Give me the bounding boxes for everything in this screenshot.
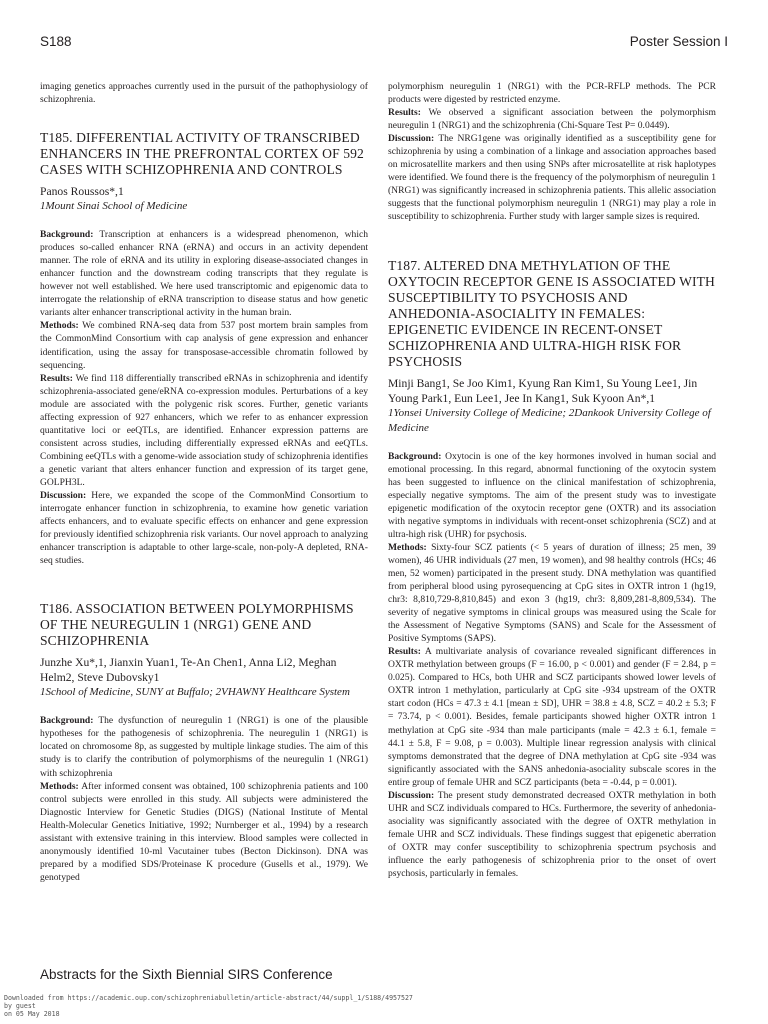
t185-discussion (40, 489, 368, 567)
discussion-text: Here, we expanded the scope of the CommonMind Consortium to interrogate enhancer function in schizophrenia, to examine how genetic variation affects enhancers, and to evaluate specific effects on enhancer and gene expression for previously identified schizophrenia risk variants. Our novel approach to analyzing enhancer transcription is adaptable to other large-scale, non-poly-A depleted, RNA-seq studies. (40, 490, 368, 567)
background-text: The dysfunction of neuregulin 1 (NRG1) is one of the plausible hypotheses for the pathogenesis of schizophrenia. The neuregulin 1 (NRG1) is located on chromosome 8p, as suggested by multiple linkage studies. The aim of this study is to clarify the contribution of polymorphisms of the neuregulin 1 (NRG1) with schizophrenia (40, 715, 368, 779)
abstract-title-t187: T187. ALTERED DNA METHYLATION OF THE OXYTOCIN RECEPTOR GENE IS ASSOCIATED WITH SUSCEPTIBILITY TO PSYCHOSIS AND ANHEDONIA-ASOCIALITY IN FEMALES: EPIGENETIC EVIDENCE IN RECENT-ONSET SCHIZOPHRENIA AND ULTRA-HIGH RISK FOR PSYCHOSIS (388, 257, 715, 369)
page-number: S188 (40, 34, 72, 49)
conference-footer: Abstracts for the Sixth Biennial SIRS Conference (40, 967, 333, 982)
t185-results (40, 372, 368, 489)
results-text: We observed a significant association between the polymorphism neuregulin 1 (NRG1) and the schizophrenia (Chi-Square Test P= 0.0449). (388, 107, 716, 132)
background-label: Background: (40, 715, 94, 727)
author-list-t186: Junzhe Xu*,1, Jianxin Yuan1, Te-An Chen1, Anna Li2, Meghan Helm2, Steve Dubovsky1 (40, 656, 337, 685)
affiliation-t185: 1Mount Sinai School of Medicine (40, 200, 188, 213)
t186-background (40, 714, 368, 779)
right-column (388, 80, 716, 880)
abstract-title-t186: T186. ASSOCIATION BETWEEN POLYMORPHISMS OF THE NEUREGULIN 1 (NRG1) GENE AND SCHIZOPHRENIA (40, 601, 354, 649)
discussion-text: The present study demonstrated decreased OXTR methylation in both UHR and SCZ individuals compared to HCs. Furthermore, the severity of anhedonia-asociality was significantly associated with the degree of OXTR methylation in female UHR and SCZ individuals. These findings suggest that epigenetic aberration of OXTR may confer susceptibility to schizophrenia spectrum psychosis and influence the early pathogenesis of schizophrenia prior to the onset of overt psychosis, particularly in females. (388, 789, 716, 880)
affiliation-t186: 1School of Medicine, SUNY at Buffalo; 2VHAWNY Healthcare System (40, 686, 350, 699)
t187-background (388, 450, 716, 541)
background-label: Background: (40, 229, 94, 241)
left-column (40, 80, 368, 884)
download-guest-line: by guest (4, 1001, 36, 1010)
author-list-t187: Minji Bang1, Se Joo Kim1, Kyung Ran Kim1, Su Young Lee1, Jin Young Park1, Eun Lee1, Jee In Kang1, Suk Kyoon An*,1 (388, 376, 698, 405)
methods-text: After informed consent was obtained, 100 schizophrenia patients and 100 control subjects were enrolled in this study. All subjects were administered the Diagnostic Interview for Genetic Studies (DIGS) (National Institute of Mental Health-Molecular Genetics Initiative, 1992; Nurnberger et al., 1994) by a research assistant with extensive training in this interview. Blood samples were collected in anonymously identified 10-ml Vacutainer tubes (Becton Dickinson). DNA was prepared by a modified SDS/Proteinase K procedure (Gusells et al., 1979). We genotyped (40, 780, 368, 883)
t186-results (388, 106, 716, 132)
download-stamp (4, 995, 413, 1018)
t187-results (388, 645, 716, 789)
methods-text: Sixty-four SCZ patients (< 5 years of duration of illness; 25 men, 39 women), 46 UHR individuals (27 men, 19 women), and 98 healthy controls (HCs; 46 men, 52 women) participated in the present study. DNA methylation was quantified from peripheral blood using pyrosequencing at CpG sites in OXTR intron 1 (hg19, chr3: 8,810,729-8,810,845) and exon 3 (hg19, chr3: 8,809,281-8,809,534). The severity of negative symptoms in clinical groups was measured using the Scale for the Assessment of Negative Symptoms (SANS) and Scale for the Assessment of Positive Symptoms (SAPS). (388, 541, 716, 645)
author-list-t185: Panos Roussos*,1 (40, 185, 124, 199)
affiliation-t187: 1Yonsei University College of Medicine; 2Dankook University College of Medicine (388, 406, 711, 434)
discussion-label: Discussion: (388, 789, 435, 801)
results-label: Results: (40, 372, 73, 384)
results-label: Results: (388, 107, 421, 119)
t186-discussion (388, 132, 716, 223)
background-text: Oxytocin is one of the key hormones involved in human social and emotional processing. In this regard, abnormal functioning of the oxytocin system has been suggested to influence on the clinical manifestation of schizophrenia, especially negative symptoms. The aim of the present study was to investigate epigenetic modification of the oxytocin receptor gene (OXTR) and its association with negative symptoms in individuals with recent-onset schizophrenia (SCZ) and at ultra-high risk (UHR) for psychosis. (388, 450, 716, 540)
t186-methods (40, 780, 368, 884)
discussion-text: The NRG1gene was originally identified as a susceptibility gene for schizophrenia by using a combination of a linkage and association approaches based on microsatellite markers and then using SNPs after microsatellite at risk haplotypes were identified. We found there is the frequency of the polymorphism of neuregulin 1 (NRG1) was significantly increased in schizophrenia patients. This allelic association suggests that the functional polymorphism neuregulin 1 (NRG1) may play a role in susceptibility to schizophrenia. Further study with larger sample sizes is required. (388, 133, 716, 223)
background-label: Background: (388, 450, 442, 462)
results-label: Results: (388, 646, 421, 658)
discussion-label: Discussion: (40, 490, 87, 502)
discussion-label: Discussion: (388, 133, 435, 145)
download-url-line: Downloaded from https://academic.oup.com/schizophreniabulletin/article-abstract/44/suppl_1/S188/4957527 (4, 994, 413, 1002)
running-header-section: Poster Session I (629, 34, 728, 49)
methods-text: We combined RNA-seq data from 537 post mortem brain samples from the CommonMind Consortium with cap analysis of gene expression and enhancer identification, using the assay for transposase-accessible chromatin followed by sequencing. (40, 320, 368, 371)
results-text: A multivariate analysis of covariance revealed significant differences in OXTR methylation between groups (F = 16.00, p < 0.001) and gender (F = 2.84, p = 0.025). Compared to HCs, both UHR and SCZ participants showed lower levels of OXTR intron 1 methylation, particularly at CpG site -934 upstream of the OXTR start codon (HCs = 47.3 ± 4.1 [mean ± SD], UHR = 38.8 ± 4.8, SCZ = 40.2 ± 5.3; F = 73.74, p < 0.001). Besides, female participants showed higher OXTR intron 1 methylation at CpG site -934 than male participants (male = 42.3 ± 6.1, female = 44.1 ± 5.8, F = 9.08, p = 0.003). Multiple linear regression analysis with clinical symptoms demonstrated that the degree of DNA methylation at CpG site -934 was significantly associated with the SANS anhedonia-asociality subscale scores in the entire group of female UHR and SCZ participants (beta = -0.44, p = 0.001). (388, 646, 716, 788)
methods-label: Methods: (40, 320, 79, 332)
abstract-title-t185: T185. DIFFERENTIAL ACTIVITY OF TRANSCRIBED ENHANCERS IN THE PREFRONTAL CORTEX OF 592 CASES WITH SCHIZOPHRENIA AND CONTROLS (40, 130, 364, 178)
results-text: We find 118 differentially transcribed eRNAs in schizophrenia and identify schizophrenia-associated gene/eRNA co-expression modules. Perturbations of a key module are associated with the polygenic risk scores. Further, genetic variants affecting expression of 927 enhancers, which we refer to as enhancer expression quantitative loci or eeQTLs, are identified. Enhancer expression patterns are consistent across studies, including differentially expressed eRNAs and eeQTLs. Combining eeQTLs with a genome-wide association study of schizophrenia identifies a genetic variant that alters enhancer function and expression of its target gene, GOLPH3L. (40, 372, 368, 488)
methods-label: Methods: (40, 780, 79, 792)
t187-discussion (388, 789, 716, 880)
t185-background (40, 228, 368, 319)
background-text: Transcription at enhancers is a widespread phenomenon, which produces so-called enhancer RNA (eRNA) and occurs in an activity dependent manner. The role of eRNA and its utility in exploring disease-associated changes in enhancer function and the downstream coding transcripts that they regulate is however not well established. We here used transcriptomic and epigenomic data to interrogate the relationship of eRNA transcription to disease status and how genetic variants alter enhancer transcriptional activity in the human brain. (40, 229, 368, 319)
t186-continued-methods: polymorphism neuregulin 1 (NRG1) with the PCR-RFLP methods. The PCR products were digested by restricted enzyme. (388, 81, 716, 106)
methods-label: Methods: (388, 541, 427, 553)
t185-methods (40, 319, 368, 371)
download-date-line: on 05 May 2018 (4, 1009, 60, 1018)
continued-abstract-text: imaging genetics approaches currently used in the pursuit of the pathophysiology of schizophrenia. (40, 81, 368, 106)
t187-methods (388, 541, 716, 645)
